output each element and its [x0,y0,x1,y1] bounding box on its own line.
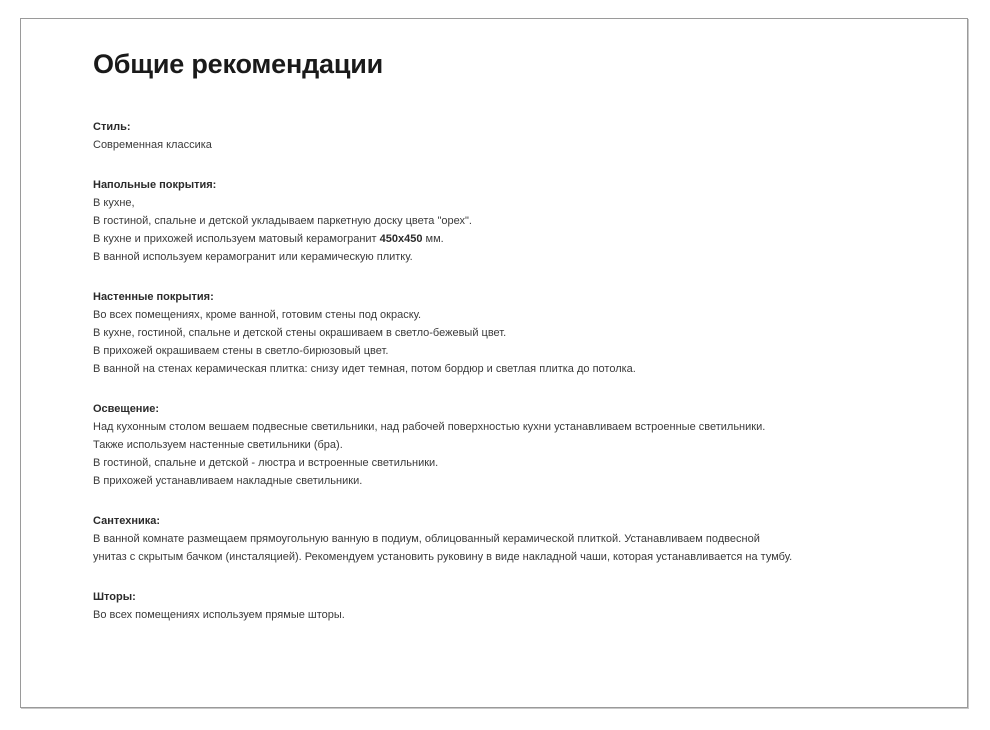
section-block [93,400,893,490]
section-line: Во всех помещениях используем прямые шторы. [93,609,345,622]
page-title: Общие рекомендации [93,49,384,79]
section-block [93,588,893,624]
section-heading: Шторы: [93,591,136,604]
section-line: Во всех помещениях, кроме ванной, готовим стены под окраску. [93,309,422,322]
section-block [93,288,893,378]
section-line: В прихожей устанавливаем накладные светильники. [93,475,363,488]
section-line: В прихожей окрашиваем стены в светло-бирюзовый цвет. [93,345,389,358]
section-line: В гостиной, спальне и детской - люстра и встроенные светильники. [93,457,439,470]
section-line: Современная классика [93,139,212,152]
section-line: В кухне и прихожей используем матовый керамогранит 450х450 мм. [93,233,444,246]
section-line: В кухне, гостиной, спальне и детской стены окрашиваем в светло-бежевый цвет. [93,327,507,340]
section-line: Над кухонным столом вешаем подвесные светильники, над рабочей поверхностью кухни устанавливаем встроенные светильники. Также используем настенные светильники (бра). [93,421,766,452]
section-heading: Освещение: [93,403,159,416]
section-heading: Сантехника: [93,515,161,528]
section-line: В кухне, [93,197,135,210]
emphasised-text: 450х450 [379,233,423,246]
section-block [93,512,893,566]
section-heading: Напольные покрытия: [93,179,217,192]
section-line: В гостиной, спальне и детской укладываем паркетную доску цвета "орех". [93,215,472,228]
section-line: В ванной на стенах керамическая плитка: снизу идет темная, потом бордюр и светлая плитка до потолка. [93,363,636,376]
document-page [20,18,968,708]
section-heading: Стиль: [93,121,131,134]
document-content [93,49,893,624]
section-line: В ванной используем керамогранит или керамическую плитку. [93,251,413,264]
section-block [93,118,893,154]
section-block [93,176,893,266]
section-heading: Настенные покрытия: [93,291,214,304]
section-line: В ванной комнате размещаем прямоугольную ванную в подиум, облицованный керамической плиткой. Устанавливаем подвесной унитаз с скрытым бачком (инсталяцией). Рекомендуем установить руковину в виде накладной чаши, которая устанавливается на тумбу. [93,533,793,564]
sections-list [93,118,893,624]
